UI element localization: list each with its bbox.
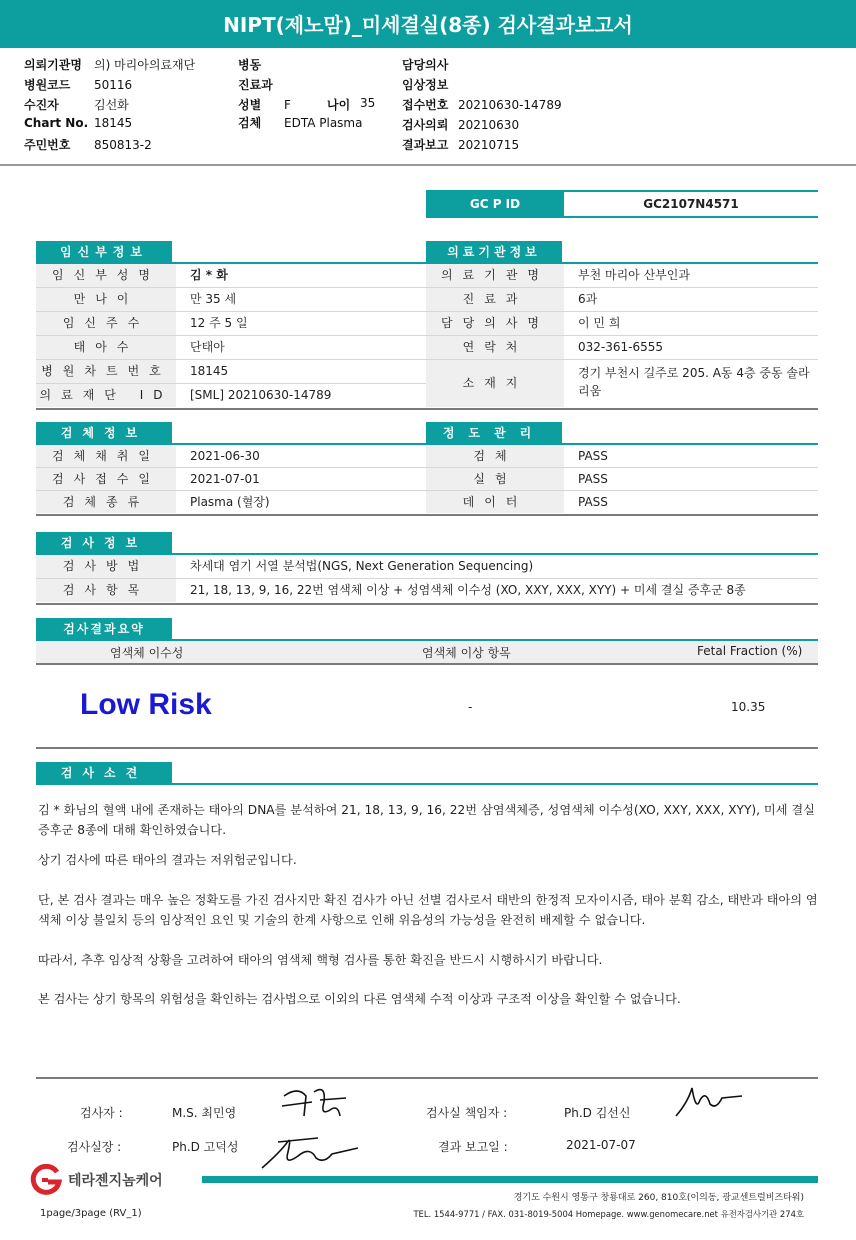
director-label: 검사실장 : — [67, 1140, 122, 1154]
header-field — [402, 116, 519, 133]
header-field — [402, 96, 562, 113]
specimen-title: 검체정보 — [36, 422, 172, 444]
qc-title: 정도관리 — [426, 422, 562, 444]
institution-row-value: 6과 — [578, 292, 598, 306]
pregnant-row-label: 의료재단 ID — [36, 384, 176, 407]
age-value: 35 — [360, 96, 376, 110]
header-field-value: 20210715 — [458, 138, 520, 152]
header-field-value: 850813-2 — [94, 138, 152, 152]
header-field-label: 결과보고 — [402, 138, 449, 152]
pregnant-row-value: 만 35 세 — [190, 292, 237, 306]
specimen-row-value: 2021-06-30 — [190, 449, 260, 463]
test_info-row-label: 검사항목 — [36, 579, 176, 602]
qc-row-value: PASS — [578, 472, 608, 486]
gcp-top-line — [426, 190, 818, 192]
findings-line — [36, 783, 818, 785]
tester-label: 검사자 : — [80, 1106, 123, 1120]
company-name: 테라젠지놈케어 — [68, 1173, 163, 1189]
header-field — [24, 56, 195, 73]
qc-row-label: 검체 — [426, 445, 564, 467]
pregnant-row-label: 태아수 — [36, 336, 176, 359]
pregnant-bottom-line — [36, 408, 426, 410]
header-field-label: 병동 — [238, 58, 262, 72]
gcp-label: GC P ID — [469, 197, 521, 211]
manager-label: 검사실 책임자 : — [426, 1106, 508, 1120]
pregnant-row-label: 임신주수 — [36, 312, 176, 335]
test_info-row-value: 21, 18, 13, 9, 16, 22번 염색체 이상 + 성염색체 이수성 (XO, XXY, XXX, XYY) + 미세 결실 증후군 8종 — [190, 583, 746, 597]
findings-title: 검사소견 — [36, 762, 172, 784]
header-field-value: 20210630-14789 — [458, 98, 562, 112]
report-title: NIPT(제노맘)_미세결실(8종) 검사결과보고서 — [0, 0, 856, 48]
pregnant-title: 임신부정보 — [36, 241, 172, 263]
signature-top-line — [36, 1077, 818, 1079]
header-field-value: 김선화 — [94, 98, 129, 112]
summary-col2-header: 염색체 이상 항목 — [422, 646, 511, 660]
institution-title: 의료기관정보 — [426, 241, 562, 263]
header-field — [402, 136, 519, 153]
institution-row-label: 진료과 — [426, 288, 564, 311]
qc-bottom-line — [426, 514, 818, 516]
report-date: 2021-07-07 — [566, 1138, 636, 1152]
manager-signature — [670, 1082, 750, 1122]
header-field — [238, 76, 284, 93]
header-field-value: F — [284, 98, 291, 112]
pregnant-row-value: 18145 — [190, 364, 229, 378]
finding-paragraph-4: 따라서, 추후 임상적 상황을 고려하여 태아의 염색체 핵형 검사를 통한 확진을 반드시 시행하시기 바랍니다. — [38, 953, 603, 967]
header-field-label: 접수번호 — [402, 98, 449, 112]
summary-header-bottom — [36, 663, 818, 665]
institution-row-label: 담당의사명 — [426, 312, 564, 335]
header-field — [24, 96, 129, 113]
manager-name: Ph.D 김선신 — [564, 1106, 631, 1120]
pregnant-row-label: 병원차트번호 — [36, 360, 176, 383]
footer-address: 경기도 수원시 영통구 창룡대로 260, 810호(이의동, 광교센트럴비즈타워) — [513, 1193, 804, 1203]
pregnant-row-label: 임신부성명 — [36, 264, 176, 287]
test_info-title: 검사정보 — [36, 532, 172, 554]
test_info-row-label: 검사방법 — [36, 555, 176, 578]
pregnant-row-value: 12 주 5 일 — [190, 316, 248, 330]
summary-abnormal: - — [468, 700, 473, 714]
header-field-label: 병원코드 — [24, 78, 71, 92]
institution-row-label: 소재지 — [426, 360, 564, 407]
specimen-row-label: 검체종류 — [36, 491, 176, 513]
finding-paragraph-5: 본 검사는 상기 항목의 위험성을 확인하는 검사법으로 이외의 다른 염색체 수적 이상과 구조적 이상을 확인할 수 없습니다. — [38, 992, 681, 1006]
header-field-label: 주민번호 — [24, 138, 71, 152]
header-field-value: 20210630 — [458, 118, 520, 132]
header-field-label: 검체 — [238, 116, 262, 130]
footer-contact: TEL. 1544-9771 / FAX. 031-8019-5004 Homepage. www.genomecare.net 유전자검사기관 274호 — [413, 1209, 804, 1219]
institution-row-label: 의료기관명 — [426, 264, 564, 287]
specimen-row-value: 2021-07-01 — [190, 472, 260, 486]
summary-col1-header: 염색체 이수성 — [110, 646, 184, 660]
pregnant-row-value: [SML] 20210630-14789 — [190, 388, 332, 402]
test_info-row-value: 차세대 염기 서열 분석법(NGS, Next Generation Sequencing) — [190, 559, 534, 573]
qc-row-value: PASS — [578, 449, 608, 463]
header-field-label: 의뢰기관명 — [24, 58, 82, 72]
director-signature — [258, 1124, 368, 1174]
summary-result: Low Risk — [80, 688, 212, 721]
header-field — [402, 76, 458, 93]
header-field — [24, 136, 152, 153]
header-field-value: EDTA Plasma — [284, 116, 363, 130]
institution-row-value: 이 민 희 — [578, 316, 621, 330]
specimen-row-label: 검체채취일 — [36, 445, 176, 467]
report-date-label: 결과 보고일 : — [438, 1140, 508, 1154]
specimen-row-label: 검사접수일 — [36, 468, 176, 490]
pregnant-row-value: 단태아 — [190, 340, 225, 354]
header-field-value: 의) 마리아의료재단 — [94, 58, 196, 72]
test_info-bottom-line — [36, 603, 818, 605]
header-field-label: 검사의뢰 — [402, 118, 449, 132]
institution-row-value: 부천 마리아 산부인과 — [578, 268, 690, 282]
header-field — [24, 76, 132, 93]
tester-signature — [276, 1082, 356, 1126]
qc-row-value: PASS — [578, 495, 608, 509]
header-field-label: 성별 — [238, 98, 262, 112]
gcp-label-cell — [426, 192, 564, 216]
finding-paragraph-2: 상기 검사에 따른 태아의 결과는 저위험군입니다. — [38, 853, 297, 867]
institution-row-label: 연락처 — [426, 336, 564, 359]
pregnant-row-label: 만나이 — [36, 288, 176, 311]
institution-bottom-line — [426, 408, 818, 410]
specimen-row-value: Plasma (혈장) — [190, 495, 270, 509]
header-field-value: 18145 — [94, 116, 133, 130]
summary-col3-header: Fetal Fraction (%) — [697, 644, 803, 658]
page-number: 1page/3page (RV_1) — [40, 1208, 142, 1219]
header-field — [238, 114, 362, 131]
qc-row-label: 데이터 — [426, 491, 564, 513]
header-field — [24, 116, 132, 130]
pregnant-row-value: 김 * 화 — [190, 268, 228, 282]
summary-bottom-line — [36, 747, 818, 749]
summary-fetal-fraction: 10.35 — [731, 700, 766, 714]
qc-row-label: 실험 — [426, 468, 564, 490]
finding-paragraph-3: 단, 본 검사 결과는 매우 높은 정확도를 가진 검사지만 확진 검사가 아닌 선별 검사로서 태반의 한정적 모자이시즘, 태아 분획 감소, 태반과 태아의 염색체 이상 불일치 등의 임상적인 요인 및 기술의 한계 사항으로 인해 위음성의 가능성을 완전히 배제할 수 없습니다. — [38, 893, 818, 927]
institution-row-value: 경기 부천시 길주로 205. A동 4층 중동 솔라리움 — [578, 366, 810, 398]
header-field-label: 수진자 — [24, 98, 59, 112]
header-field-label: 임상정보 — [402, 78, 449, 92]
director-name: Ph.D 고덕성 — [172, 1140, 239, 1154]
header-field — [402, 56, 458, 73]
institution-row-value: 032-361-6555 — [578, 340, 664, 354]
tester-name: M.S. 최민영 — [172, 1106, 237, 1120]
header-field-label: 진료과 — [238, 78, 273, 92]
specimen-bottom-line — [36, 514, 426, 516]
header-field-label: 담당의사 — [402, 58, 449, 72]
company-logo-icon — [30, 1164, 62, 1196]
gcp-bottom-line — [426, 216, 818, 218]
header-field-label: Chart No. — [24, 116, 89, 130]
gcp-value: GC2107N4571 — [643, 197, 739, 211]
header-field-value: 50116 — [94, 78, 133, 92]
finding-paragraph-1: 김 * 화님의 혈액 내에 존재하는 태아의 DNA를 분석하여 21, 18, 13, 9, 16, 22번 삼염색체증, 성염색체 이수성(XO, XXY, XXX, XYY), 미세 결실 증후군 8종에 대해 확인하였습니다. — [38, 803, 815, 837]
header-field — [238, 56, 284, 73]
age-label: 나이 — [327, 98, 351, 112]
summary-title: 검사결과요약 — [36, 618, 172, 640]
header-field — [238, 96, 291, 113]
header-divider — [0, 164, 856, 166]
footer-accent-bar — [202, 1176, 818, 1183]
